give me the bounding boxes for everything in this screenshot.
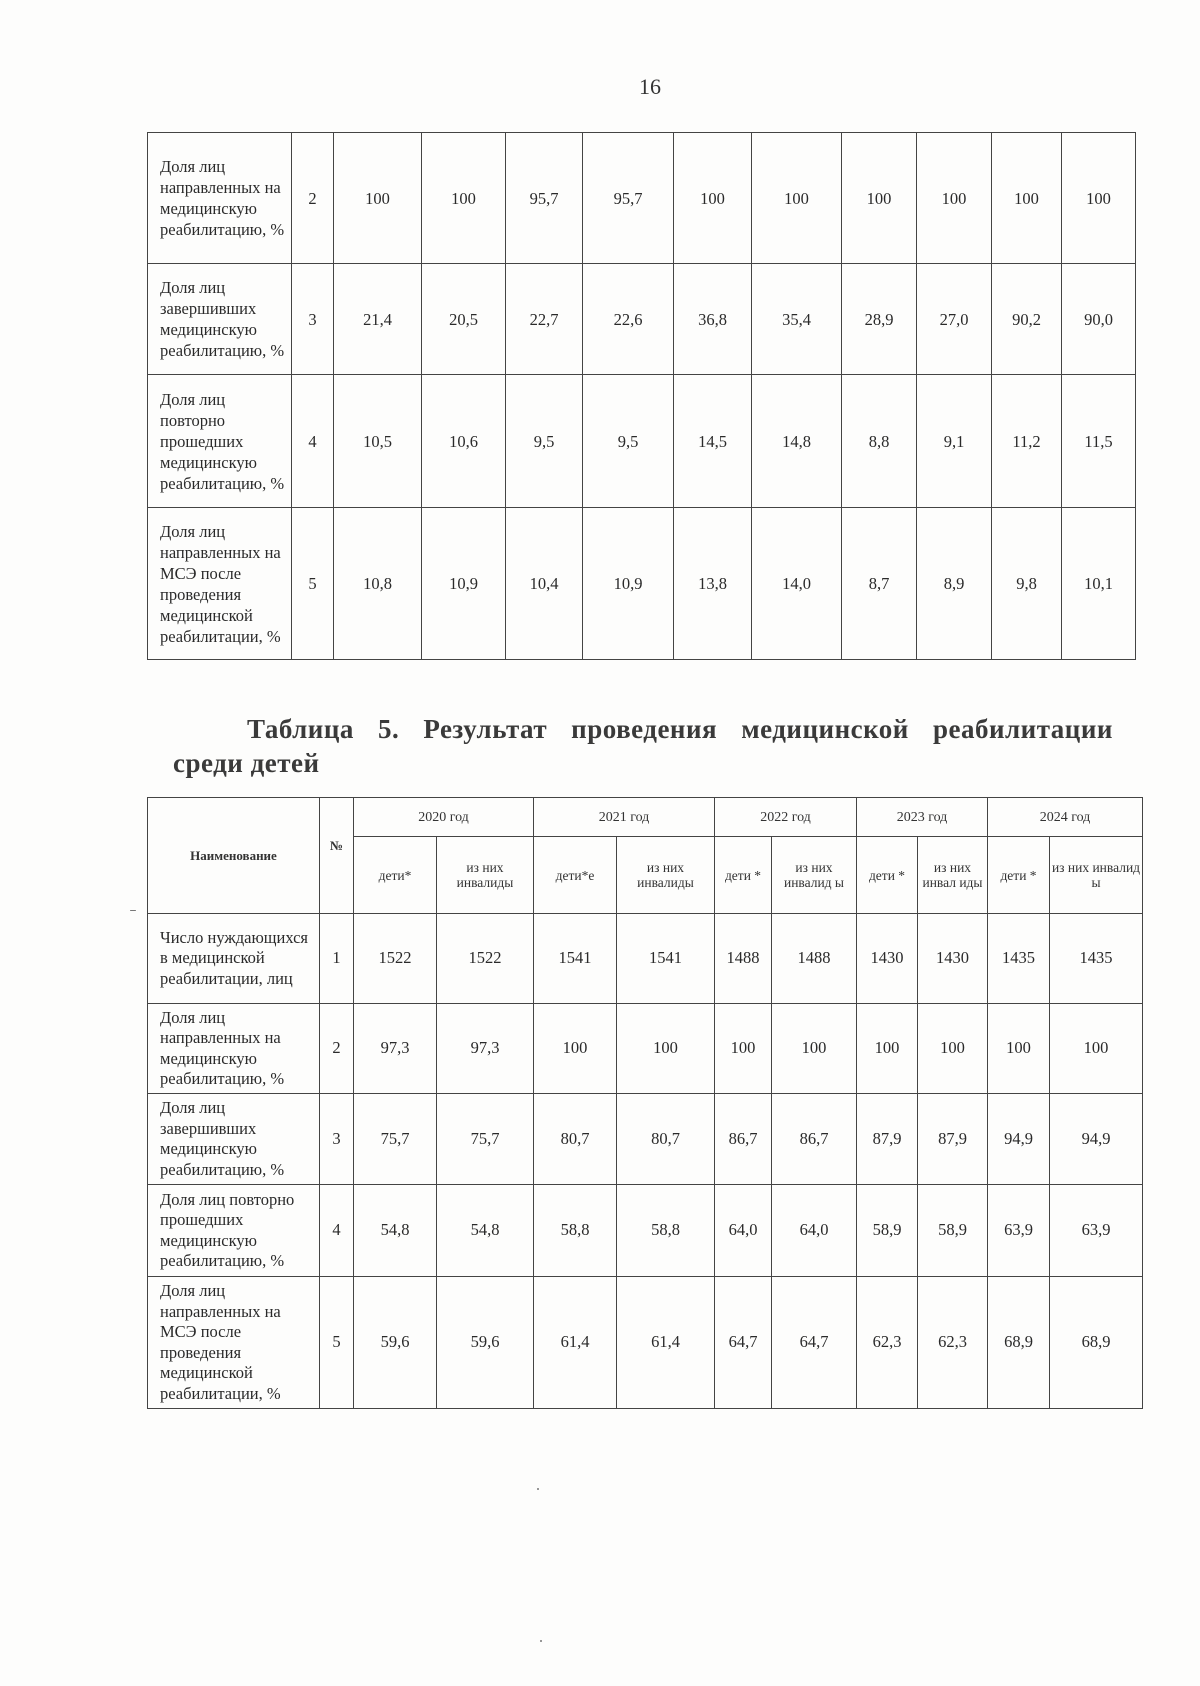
title-word: Таблица (247, 714, 354, 744)
table-cell: 97,3 (354, 1004, 437, 1094)
table-cell: 9,5 (583, 375, 674, 508)
table5-header (148, 798, 1143, 914)
table-cell: 90,0 (1062, 264, 1136, 375)
row-name: Доля лиц направленных на медицинскую реабилитацию, % (148, 133, 292, 264)
table-cell: 100 (1062, 133, 1136, 264)
table-row (148, 1004, 1143, 1094)
table-cell: 58,9 (918, 1185, 988, 1277)
table-cell: 22,7 (506, 264, 583, 375)
scan-speck (537, 1488, 539, 1490)
table-cell: 1541 (534, 914, 617, 1004)
header-sub: дети * (715, 837, 772, 914)
scan-speck (130, 910, 136, 911)
table-cell: 27,0 (917, 264, 992, 375)
header-sub: дети*е (534, 837, 617, 914)
table-row (148, 264, 1136, 375)
table-cell: 100 (334, 133, 422, 264)
scan-speck (540, 1640, 542, 1642)
table-cell: 100 (752, 133, 842, 264)
table-cell: 58,8 (534, 1185, 617, 1277)
table-cell: 1522 (437, 914, 534, 1004)
table-cell: 11,5 (1062, 375, 1136, 508)
table-cell: 54,8 (437, 1185, 534, 1277)
table-cell: 58,9 (857, 1185, 918, 1277)
row-name: Доля лиц направленных на медицинскую реабилитацию, % (148, 1004, 320, 1094)
title-word: медицинской (741, 714, 909, 744)
table5 (147, 797, 1143, 1409)
table-cell: 35,4 (752, 264, 842, 375)
table-cell: 64,0 (772, 1185, 857, 1277)
table-cell: 8,8 (842, 375, 917, 508)
row-number: 3 (292, 264, 334, 375)
header-sub: из них инвалиды (617, 837, 715, 914)
table-cell: 10,9 (583, 508, 674, 660)
table-cell: 86,7 (772, 1094, 857, 1185)
table-cell: 10,9 (422, 508, 506, 660)
table-cell: 90,2 (992, 264, 1062, 375)
row-number: 2 (320, 1004, 354, 1094)
table-cell: 100 (715, 1004, 772, 1094)
row-name: Доля лиц завершивших медицинскую реабилитацию, % (148, 264, 292, 375)
header-name: Наименование (148, 798, 320, 914)
table-cell: 100 (534, 1004, 617, 1094)
table-cell: 63,9 (988, 1185, 1050, 1277)
header-year: 2023 год (857, 798, 988, 837)
table-cell: 64,0 (715, 1185, 772, 1277)
table-cell: 87,9 (857, 1094, 918, 1185)
title-word: 5. (378, 714, 400, 744)
table-cell: 10,4 (506, 508, 583, 660)
table-cell: 11,2 (992, 375, 1062, 508)
header-row-years (148, 798, 1143, 837)
table-cell: 8,7 (842, 508, 917, 660)
table-cell: 54,8 (354, 1185, 437, 1277)
title-word: Результат (423, 714, 548, 744)
table-cell: 9,5 (506, 375, 583, 508)
table-cell: 100 (992, 133, 1062, 264)
table-cell: 100 (917, 133, 992, 264)
table-cell: 1430 (918, 914, 988, 1004)
header-sub: дети * (857, 837, 918, 914)
table-cell: 80,7 (534, 1094, 617, 1185)
table-cell: 100 (857, 1004, 918, 1094)
table-cell: 1488 (715, 914, 772, 1004)
table-cell: 100 (422, 133, 506, 264)
table-cell: 95,7 (583, 133, 674, 264)
table5-title-line2: среди детей (173, 748, 320, 778)
table-row (148, 375, 1136, 508)
header-year: 2020 год (354, 798, 534, 837)
header-year: 2021 год (534, 798, 715, 837)
table-cell: 22,6 (583, 264, 674, 375)
table-cell: 1430 (857, 914, 918, 1004)
table-cell: 94,9 (988, 1094, 1050, 1185)
table-cell: 20,5 (422, 264, 506, 375)
table-cell: 10,8 (334, 508, 422, 660)
header-sub: из них инвал иды (918, 837, 988, 914)
table-cell: 13,8 (674, 508, 752, 660)
row-number: 5 (292, 508, 334, 660)
table-row (148, 1277, 1143, 1409)
table-cell: 100 (988, 1004, 1050, 1094)
row-name: Число нуждающихся в медицинской реабилитации, лиц (148, 914, 320, 1004)
table-cell: 59,6 (354, 1277, 437, 1409)
table5-title (173, 712, 1113, 780)
continuation-table-body (148, 133, 1136, 660)
header-sub: дети * (988, 837, 1050, 914)
table-cell: 100 (918, 1004, 988, 1094)
table-cell: 28,9 (842, 264, 917, 375)
row-name: Доля лиц направленных на МСЭ после проведения медицинской реабилитации, % (148, 1277, 320, 1409)
table-cell: 10,6 (422, 375, 506, 508)
table-cell: 80,7 (617, 1094, 715, 1185)
table-cell: 58,8 (617, 1185, 715, 1277)
row-number: 3 (320, 1094, 354, 1185)
table-cell: 63,9 (1050, 1185, 1143, 1277)
page-number: 16 (639, 74, 661, 99)
header-number: № (320, 798, 354, 914)
row-name: Доля лиц завершивших медицинскую реабилитацию, % (148, 1094, 320, 1185)
table-cell: 1488 (772, 914, 857, 1004)
table-cell: 1541 (617, 914, 715, 1004)
table-row (148, 1185, 1143, 1277)
table-cell: 75,7 (437, 1094, 534, 1185)
table-cell: 100 (842, 133, 917, 264)
table-cell: 61,4 (617, 1277, 715, 1409)
row-number: 2 (292, 133, 334, 264)
table-row (148, 914, 1143, 1004)
table-cell: 59,6 (437, 1277, 534, 1409)
table-cell: 87,9 (918, 1094, 988, 1185)
table-cell: 1435 (988, 914, 1050, 1004)
row-number: 4 (320, 1185, 354, 1277)
table-cell: 95,7 (506, 133, 583, 264)
table-row (148, 133, 1136, 264)
title-word: реабилитации (932, 714, 1113, 744)
row-number: 1 (320, 914, 354, 1004)
table-cell: 100 (772, 1004, 857, 1094)
table-cell: 68,9 (1050, 1277, 1143, 1409)
header-year: 2024 год (988, 798, 1143, 837)
row-number: 4 (292, 375, 334, 508)
table-row (148, 1094, 1143, 1185)
continuation-table (147, 132, 1136, 660)
table-cell: 64,7 (772, 1277, 857, 1409)
table-cell: 100 (617, 1004, 715, 1094)
table-row (148, 508, 1136, 660)
table-cell: 75,7 (354, 1094, 437, 1185)
table5-title-line1 (173, 712, 1113, 746)
table-cell: 10,5 (334, 375, 422, 508)
table-cell: 14,0 (752, 508, 842, 660)
header-sub: из них инвалид ы (1050, 837, 1143, 914)
row-name: Доля лиц направленных на МСЭ после проведения медицинской реабилитации, % (148, 508, 292, 660)
table-cell: 9,1 (917, 375, 992, 508)
table-cell: 36,8 (674, 264, 752, 375)
table-cell: 97,3 (437, 1004, 534, 1094)
row-number: 5 (320, 1277, 354, 1409)
table-cell: 100 (1050, 1004, 1143, 1094)
table-cell: 62,3 (857, 1277, 918, 1409)
table5-body (148, 914, 1143, 1409)
row-name: Доля лиц повторно прошедших медицинскую реабилитацию, % (148, 1185, 320, 1277)
table-cell: 64,7 (715, 1277, 772, 1409)
table-cell: 21,4 (334, 264, 422, 375)
table-cell: 10,1 (1062, 508, 1136, 660)
table-cell: 1435 (1050, 914, 1143, 1004)
header-sub: дети* (354, 837, 437, 914)
table-cell: 1522 (354, 914, 437, 1004)
header-sub: из них инвалиды (437, 837, 534, 914)
header-sub: из них инвалид ы (772, 837, 857, 914)
table-cell: 86,7 (715, 1094, 772, 1185)
table-cell: 14,8 (752, 375, 842, 508)
table-cell: 9,8 (992, 508, 1062, 660)
title-word: проведения (571, 714, 718, 744)
table-cell: 8,9 (917, 508, 992, 660)
table-cell: 61,4 (534, 1277, 617, 1409)
row-name: Доля лиц повторно прошедших медицинскую реабилитацию, % (148, 375, 292, 508)
table-cell: 68,9 (988, 1277, 1050, 1409)
table-cell: 100 (674, 133, 752, 264)
table-cell: 94,9 (1050, 1094, 1143, 1185)
table-cell: 14,5 (674, 375, 752, 508)
table-cell: 62,3 (918, 1277, 988, 1409)
header-year: 2022 год (715, 798, 857, 837)
